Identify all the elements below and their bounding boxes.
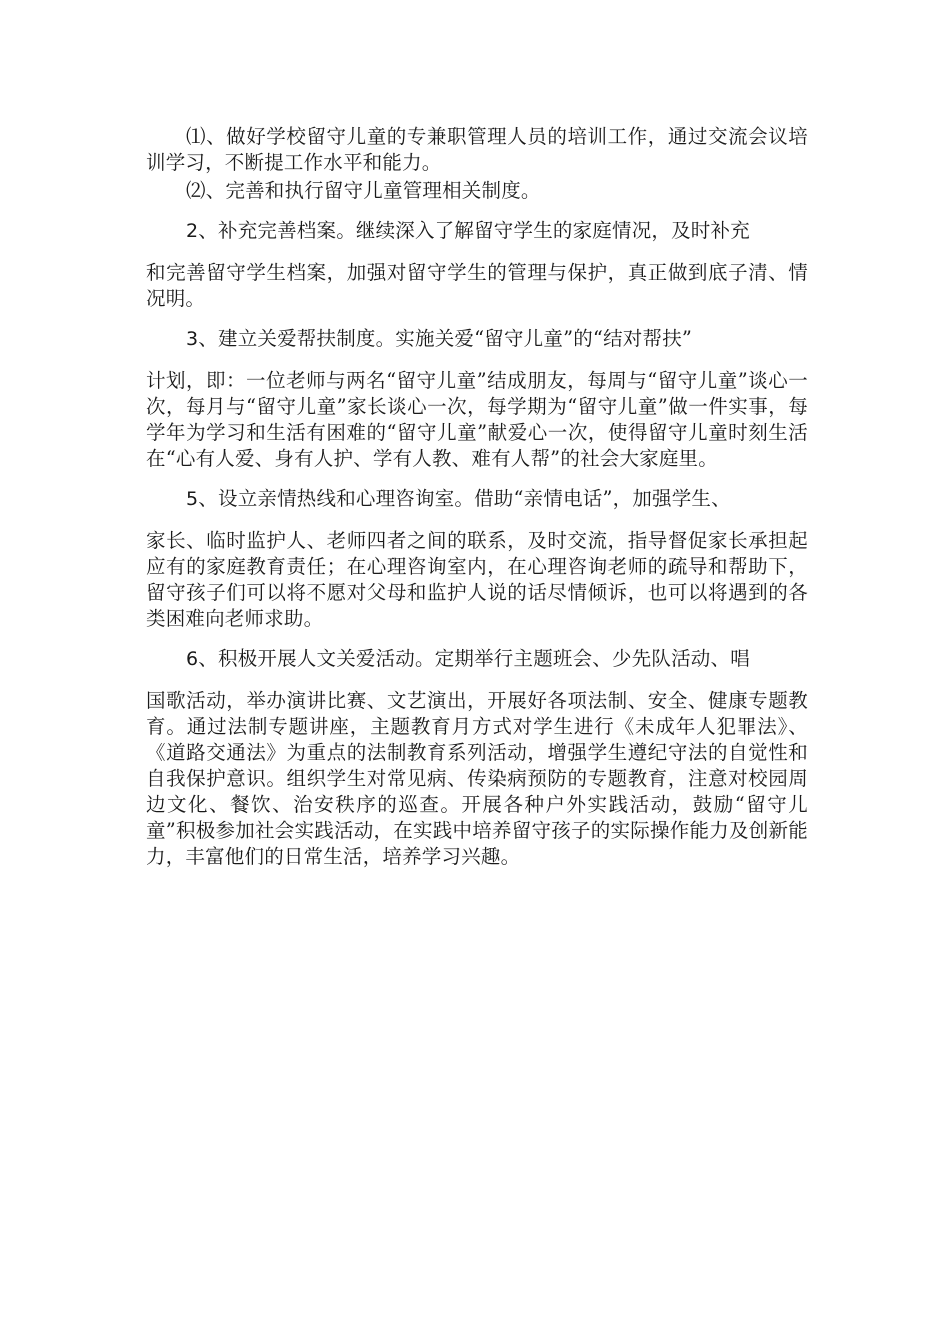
item-5-body: 家长、临时监护人、老师四者之间的联系，及时交流，指导督促家长承担起应有的家庭教育责任；在心理咨询室内，在心理咨询老师的疏导和帮助下，留守孩子们可以将不愿对父母和监护人说的话尽情倾诉，也可以将遇到的各类困难向老师求助。 [146,529,808,630]
item-2 [146,218,808,312]
item-lead-text: 、设立亲情热线和心理咨询室。借助“亲情电话”，加强学生、 [198,487,731,510]
item-lead-text: 、建立关爱帮扶制度。实施关爱“留守儿童”的“结对帮扶” [198,327,693,350]
item-2-lead [146,218,808,244]
item-6-lead [146,646,808,672]
item-number: 5 [186,488,199,510]
item-3 [146,326,808,472]
item-number: 2 [186,220,199,242]
item-lead-text: 、积极开展人文关爱活动。定期举行主题班会、少先队活动、唱 [198,647,750,670]
sub-item-1: ⑴、做好学校留守儿童的专兼职管理人员的培训工作，通过交流会议培训学习，不断提工作水平和能力。 [146,125,808,174]
item-6-body: 国歌活动，举办演讲比赛、文艺演出，开展好各项法制、安全、健康专题教育。通过法制专题讲座，主题教育月方式对学生进行《未成年人犯罪法》、《道路交通法》为重点的法制教育系列活动，增强学生遵纪守法的自觉性和自我保护意识。组织学生对常见病、传染病预防的专题教育，注意对校园周边文化、餐饮、治安秩序的巡查。开展各种户外实践活动，鼓励“留守儿童”积极参加社会实践活动，在实践中培养留守孩子的实际操作能力及创新能力，丰富他们的日常生活，培养学习兴趣。 [146,689,808,868]
item-5 [146,486,808,632]
document-page [146,124,808,870]
sub-item-2: ⑵、完善和执行留守儿童管理相关制度。 [186,179,541,202]
item-3-lead [146,326,808,352]
item-3-body: 计划，即：一位老师与两名“留守儿童”结成朋友，每周与“留守儿童”谈心一次，每月与“留守儿童”家长谈心一次，每学期为“留守儿童”做一件实事，每学年为学习和生活有困难的“留守儿童”献爱心一次，使得留守儿童时刻生活在“心有人爱、身有人护、学有人教、难有人帮”的社会大家庭里。 [146,369,808,470]
item-5-lead [146,486,808,512]
item-number: 3 [186,328,199,350]
item-lead-text: 、补充完善档案。继续深入了解留守学生的家庭情况，及时补充 [198,219,750,242]
item-6 [146,646,808,870]
item-number: 6 [186,648,199,670]
item-2-body: 和完善留守学生档案，加强对留守学生的管理与保护，真正做到底子清、情况明。 [146,261,808,310]
